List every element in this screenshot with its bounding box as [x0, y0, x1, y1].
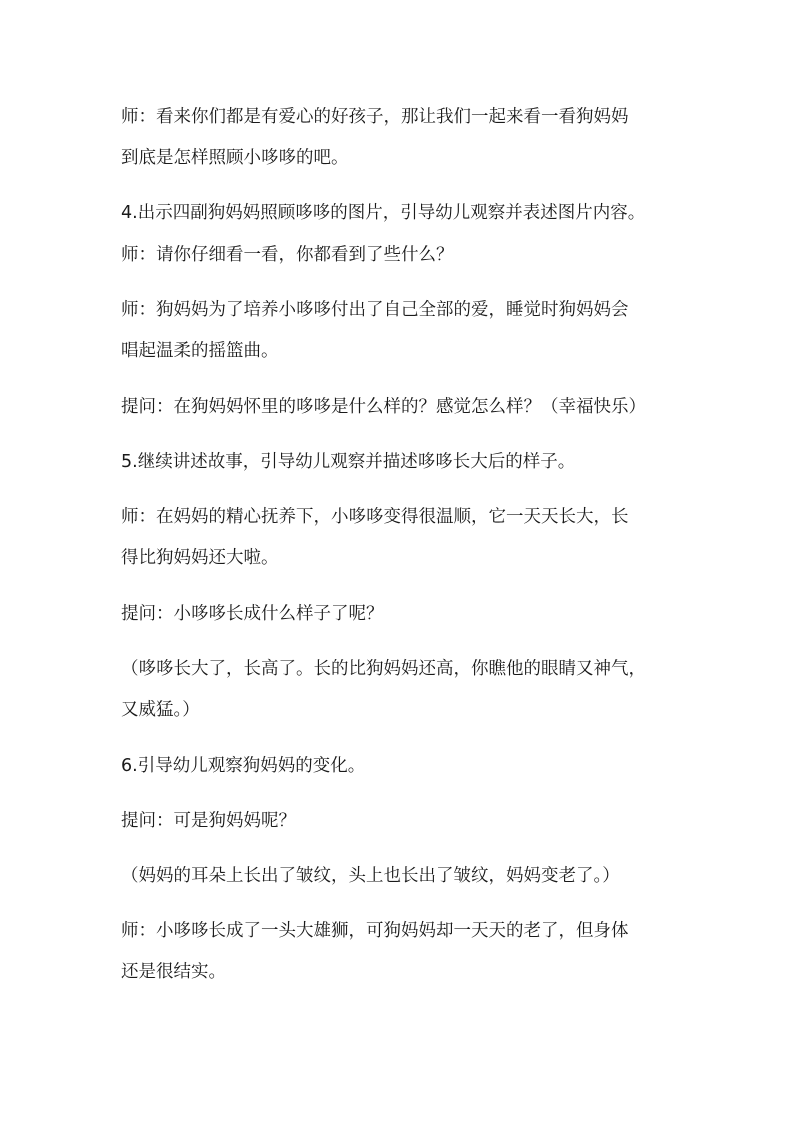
paragraph-line: （妈妈的耳朵上长出了皱纹，头上也长出了皱纹，妈妈变老了。）: [121, 866, 620, 886]
paragraph-line: 师：看来你们都是有爱心的好孩子，那让我们一起来看一看狗妈妈: [121, 107, 629, 127]
paragraph-line: 师：在妈妈的精心抚养下，小哆哆变得很温顺，它一天天长大，长: [121, 507, 629, 527]
paragraph-line: 唱起温柔的摇篮曲。: [121, 341, 279, 361]
paragraph-line: 5.继续讲述故事，引导幼儿观察并描述哆哆长大后的样子。: [121, 452, 576, 472]
paragraph-line: （哆哆长大了，长高了。长的比狗妈妈还高，你瞧他的眼睛又神气，: [121, 659, 646, 679]
paragraph-line: 提问：可是狗妈妈呢？: [121, 811, 296, 831]
paragraph-line: 到底是怎样照顾小哆哆的吧。: [121, 148, 349, 168]
paragraph-line: 还是很结实。: [121, 962, 226, 982]
paragraph-line: 师：请你仔细看一看，你都看到了些什么？: [121, 245, 454, 265]
paragraph-line: 师：狗妈妈为了培养小哆哆付出了自己全部的爱，睡觉时狗妈妈会: [121, 300, 629, 320]
paragraph-line: 4.出示四副狗妈妈照顾哆哆的图片，引导幼儿观察并表述图片内容。: [121, 203, 646, 223]
paragraph-line: 6.引导幼儿观察狗妈妈的变化。: [121, 756, 366, 776]
paragraph-line: 得比狗妈妈还大啦。: [121, 548, 279, 568]
paragraph-line: 师：小哆哆长成了一头大雄狮，可狗妈妈却一天天的老了，但身体: [121, 921, 629, 941]
paragraph-line: 又威猛。）: [121, 700, 200, 720]
paragraph-line: 提问：在狗妈妈怀里的哆哆是什么样的？感觉怎么样？（幸福快乐）: [121, 397, 646, 417]
paragraph-line: 提问：小哆哆长成什么样子了呢？: [121, 604, 384, 624]
